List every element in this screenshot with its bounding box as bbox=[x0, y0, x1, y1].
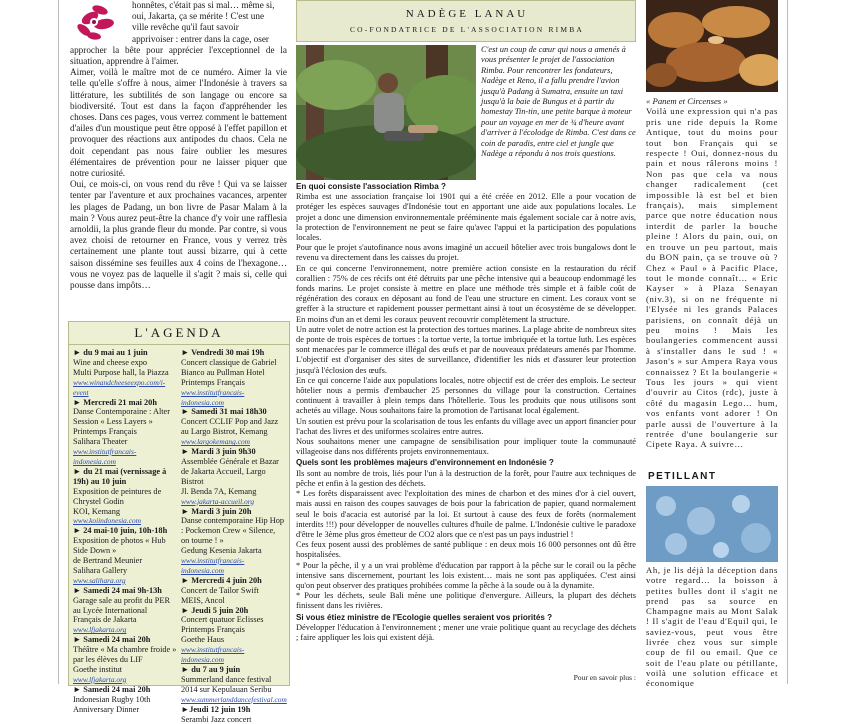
agenda-event-detail: Danse contemporaine Hip Hop : Pockemon Crew « Silence, on tourne ! » bbox=[181, 516, 284, 546]
interview-body bbox=[296, 181, 636, 643]
agenda-event-link[interactable]: www.salihara.org bbox=[73, 575, 126, 585]
editorial-line: oui, Jakarta, ça se mérite ! C'est une bbox=[132, 11, 265, 22]
agenda-event bbox=[181, 705, 285, 724]
agenda-event-detail: Wine and cheese expo bbox=[73, 357, 148, 367]
agenda-event bbox=[73, 635, 177, 685]
article-text: Ah, je lis déjà la déception dans votre regard… la boisson à petites bulles dont il s'agit ne prend pas sa source en Champagne mais au Mont Salak ! Il s'agit de l'eau d'Equil qui, le saviez-vous, peut vous être livrée chez vous sur simple coup de fil ou email. Que ce soit de l'eau plate ou pétillante, voilà une solution efficace et économique bbox=[646, 565, 778, 689]
agenda-event-link[interactable]: www.koiindonesia.com bbox=[73, 516, 142, 526]
answer-paragraph: * Les forêts disparaissent avec l'exploitation des mines de charbon et des mines d'or à ciel ouvert, mais aussi en raison des coupes sauvages de bois pour la fabrication de papier, quand normalement seul le bois d'acacia est autorisé par la loi. Et surtout à cause des feux de forêts (normalement interdits !!!) pour développer de nouvelles cultures d'huile de palme. L'Indonésie cultive le paradoxe d'être le 3ème plus gros émetteur de CO2 alors que ce n'est pas un pays industriel ! bbox=[296, 489, 636, 539]
agenda-event-date: ► Mercredi 4 juin 20h bbox=[181, 575, 262, 585]
agenda-event-date: ► Vendredi 30 mai 19h bbox=[181, 348, 265, 357]
agenda-event-detail: Salihara Gallery bbox=[73, 565, 128, 575]
agenda-event-detail: Danse Contemporaine : Alter Session « Less Layers » bbox=[73, 407, 171, 427]
editorial-paragraph: approcher la bête pour apprécier l'exceptionnel de la situation, apprendre à l'aimer. bbox=[70, 44, 287, 67]
agenda-event bbox=[73, 348, 177, 398]
agenda-event-detail: Concert classique de Gabriel Bianco au Pullman Hotel bbox=[181, 357, 277, 377]
agenda-event-detail: Concert CCLIF Pop and Jazz au Largo Bistrot, Kemang bbox=[181, 417, 279, 437]
agenda-event bbox=[73, 586, 177, 636]
agenda-event-link[interactable]: www.jakarta-accueil.org bbox=[181, 496, 255, 506]
agenda-event bbox=[73, 526, 177, 585]
agenda-event-detail: de Bertrand Meunier bbox=[73, 556, 143, 566]
agenda-event-date: ► Mercredi 21 mai 20h bbox=[73, 397, 157, 407]
agenda-title: L'AGENDA bbox=[69, 322, 289, 345]
agenda-event bbox=[181, 576, 285, 606]
interview-header bbox=[296, 0, 636, 42]
article-quote: « Panem et Circenses » bbox=[646, 96, 728, 106]
editorial-column bbox=[70, 0, 287, 291]
agenda-event-date: ► Mardi 3 juin 9h30 bbox=[181, 447, 256, 457]
agenda-event-link[interactable]: www.institutfrancais-indonesia.com bbox=[181, 645, 245, 665]
agenda-event-link[interactable]: www.lfjakarta.org bbox=[73, 674, 127, 684]
agenda-event-detail: Concert de Tailor Swift bbox=[181, 585, 259, 595]
article-text: Voilà une expression qui n'a pas pris une ride depuis la Rome Antique, tout du moins pour tout bon Français qui se respecte ! Oui, donnez-nous du pain et nous râlerons moins ! Non pas que cela va nous changer radicalement (cet impossible là est bel et bien français), mais simplement parce que notre éducation nous interdit de parler la bouche pleine ! Alors du pain, oui, on en trouve un peu partout, mais du BON pain, ça se trouve où ? Chez « Paul » à Pacific Place, tout le monde connaît… « Eric Kayser » à Plaza Senayan (niv.3), si on ne fréquente ni l'Elysée ni les grands Palaces parisiens, on connaît déjà un peu moins ! Mais les boulangeries commencent aussi à s'installer dans le sud ! « Jason's » sur Ampera Raya vous connaissez ? Et la boulangerie « Tous les jours » qui vient d'ouvrir au Citos (rdc), juste à côté du magasin Lego… hum, vos enfants vont adorer ! On parle aussi de l'ouverture à la rentrée d'une boulangerie sur Cipete Raya. A suivre… bbox=[646, 106, 778, 450]
editorial-paragraph: Oui, ce mois-ci, on vous rend du rêve ! Qui va se laisser tenter par l'aventure et aux prochaines vacances, arpenter les plages de Padang, un bon livre de Pasar Malam à la main ? Vous aurez peut-être la chance d'y voir une rafflesia arnoldii, la plus grande fleur du monde. Par contre, si vous avez choisi de retourner en France, vous y verrez très certainement une plante tout aussi bizarre, qui à cette saison dissémine ses feuilles aux 4 coins de l'hexagone… vous ne voyez pas de laquelle il s'agit ? mais si, celle qui pousse dans impôts… bbox=[70, 179, 287, 291]
answer-paragraph: * Pour les déchets, seule Bali mène une politique d'envergure. Ailleurs, la plupart des déchets finissent dans les rivières. bbox=[296, 591, 636, 611]
water-article bbox=[646, 565, 778, 689]
agenda-event-date: ► Jeudi 5 juin 20h bbox=[181, 605, 249, 615]
agenda-event-date: ► du 9 mai au 1 juin bbox=[73, 348, 148, 357]
agenda-event bbox=[181, 606, 285, 665]
agenda-event-detail: MEIS, Ancol bbox=[181, 595, 225, 605]
agenda-event-detail: Concert quatuor Eclisses bbox=[181, 615, 264, 625]
agenda-event bbox=[73, 685, 177, 715]
answer-paragraph: Un autre volet de notre action est la protection des tortues marines. La plage abrite de nombreux sites de ponte de trois espèces de tortues : la tortue verte, la tortue imbriquée et la tortue luth. Les espèces sont menacées par le commerce illégal des œufs et par de nouveaux prédateurs amenés par l'homme. L'objectif est d'organiser des sites de surveillance, d'identifier les nids et d'assurer leur protection jusqu'à l'éclosion des œufs. bbox=[296, 324, 636, 375]
agenda-event-date: ► du 21 mai (vernissage à 19h) au 10 juin bbox=[73, 466, 167, 486]
question-heading: En quoi consiste l'association Rimba ? bbox=[296, 182, 446, 191]
agenda-event-link[interactable]: www.institutfrancais-indonesia.com bbox=[181, 387, 245, 407]
agenda-event-detail: Jl. Benda 7A, Kemang bbox=[181, 486, 257, 496]
agenda-event-detail: Garage sale au profit du PER au Lycée International Français de Jakarta bbox=[73, 595, 170, 625]
agenda-event-detail: Goethe institut bbox=[73, 665, 123, 674]
agenda-event-detail: Gedung Kesenia Jakarta bbox=[181, 546, 262, 556]
agenda-column-right bbox=[181, 348, 285, 724]
section-title: PETILLANT bbox=[648, 471, 717, 482]
agenda-event-date: ► 24 mai-10 juin, 10h-18h bbox=[73, 526, 168, 536]
agenda-event bbox=[181, 348, 285, 407]
answer-paragraph: Rimba est une association française loi 1901 qui a été créée en 2012. Elle a pour vocation de protéger les espèces sauvages d'Indonésie tout en apportant une aide aux populations locales. Le projet a donc une dimension environnementale prééminente mais également sociale car à notre avis, la protection de l'environnement ne peut se faire qu'avec l'appui et la participation des populations locales. bbox=[296, 192, 636, 243]
interview-intro: C'est un coup de cœur qui nous a amenés à vous présenter le projet de l'association Rimba. Pour rencontrer les fondateurs, Nadège et Reno, il a fallu prendre l'avion jusqu'à Padang à Sumatra, ensuite un taxi jusqu'à la baie de Bungus et à partir du homestay Tin-tin, une petite barque à moteur pour un voyage en mer de ¾ d'heure avant d'arriver à l'écolodge de Rimba. C'est dans ce coin de paradis, entre ciel et jungle que Nadège a répondu à nos trois questions. bbox=[481, 45, 636, 159]
agenda-event-link[interactable]: www.largokemang.com bbox=[181, 437, 250, 447]
interview-photo bbox=[296, 45, 476, 180]
answer-paragraph: Ces feux posent aussi des problèmes de santé publique : en deux mois 16 000 personnes ont dû être hospitalisées. bbox=[296, 540, 636, 560]
question-heading: Si vous étiez ministre de l'Ecologie quelles seraient vos priorités ? bbox=[296, 612, 553, 622]
agenda-event-detail: Summerland dance festival 2014 sur Kepulauan Seribu bbox=[181, 674, 272, 694]
agenda-event-date: ► Mardi 3 juin 20h bbox=[181, 506, 252, 516]
editorial-paragraph: Aimer, voilà le maître mot de ce numéro. Aimer la vie telle qu'elle s'offre à nous, aimer l'Indonésie à travers sa littérature, les subtilités de son langage ou encore sa biodiversité. Tout est dans la façon d'appréhender les choses. Dans ces pages, vous verrez comment le battement d'ailes d'un moustique peut être opposé à l'effet papillon et provoquer des réactions aux antipodes du chaos. Cela ne doit cependant pas nous faire oublier les mesures élémentaires de prévention pour ne laisser piquer que notre curiosité. bbox=[70, 67, 287, 179]
answer-paragraph: Pour que le projet s'autofinance nous avons imaginé un accueil hôtelier avec trois bungalows dont le revenu va directement dans les caisses du projet. bbox=[296, 243, 636, 263]
agenda-event-detail: par les élèves du LIF bbox=[73, 655, 143, 665]
agenda-event-date: ► Samedi 31 mai 18h30 bbox=[181, 407, 267, 417]
agenda-event-date: ► du 7 au 9 juin bbox=[181, 665, 241, 674]
agenda-event-detail: Printemps Français bbox=[181, 377, 245, 387]
editorial-line: ville revêche qu'il faut savoir bbox=[132, 22, 239, 33]
interviewee-name: NADÈGE LANAU bbox=[405, 8, 529, 20]
page-edge-left bbox=[58, 0, 59, 684]
agenda-event-detail: Serambi Jazz concert bbox=[181, 714, 252, 724]
answer-paragraph: Développer l'éducation à l'environnement ; mener une vraie politique quant au recyclage des déchets ; faire appliquer les lois qui existent déjà. bbox=[296, 622, 636, 642]
agenda-event bbox=[181, 507, 285, 576]
agenda-event-detail: Indonesian Rugby 10th Anniversary Dinner bbox=[73, 694, 151, 714]
interviewee-role: CO-FONDATRICE DE L'ASSOCIATION RIMBA bbox=[349, 25, 585, 34]
agenda-event-detail: Exposition de photos « Hub Side Down » bbox=[73, 536, 166, 556]
agenda-event-date: ►Jeudi 12 juin 19h bbox=[181, 704, 251, 714]
agenda-event-link[interactable]: www.winandcheeseexpo.com/i-event bbox=[73, 377, 166, 397]
page-edge-right bbox=[787, 0, 788, 684]
bread-article bbox=[646, 96, 778, 450]
water-drops-photo bbox=[646, 486, 778, 562]
agenda-event bbox=[73, 398, 177, 467]
agenda-event-detail: Multi Purpose hall, la Piazza bbox=[73, 367, 169, 377]
agenda-event-detail: Théâtre « Ma chambre froide » bbox=[73, 645, 177, 655]
agenda-column-left bbox=[73, 348, 177, 715]
agenda-event-detail: Goethe Haus bbox=[181, 635, 225, 645]
agenda-event-date: ► Samedi 24 mai 20h bbox=[73, 684, 151, 694]
agenda-event bbox=[181, 407, 285, 447]
agenda-event-detail: Printemps Français bbox=[181, 625, 245, 635]
agenda-event-link[interactable]: www.institutfrancais-indonesia.com bbox=[181, 556, 245, 575]
agenda-event-date: ► Samedi 24 mai 20h bbox=[73, 635, 151, 645]
agenda-event bbox=[181, 447, 285, 506]
bread-photo bbox=[646, 0, 778, 92]
editorial-line: honnêtes, c'était pas si mal… même si, bbox=[132, 0, 275, 10]
agenda-event-detail: Salihara Theater bbox=[73, 437, 128, 447]
agenda-event-date: ► Samedi 24 mai 9h-13h bbox=[73, 585, 162, 595]
answer-paragraph: Ils sont au nombre de trois, liés pour l'un à la destruction de la forêt, pour l'autre aux techniques de pêche et enfin à la gestion des déchets. bbox=[296, 468, 636, 488]
agenda-event-link[interactable]: www.lfjakarta.org bbox=[73, 625, 127, 635]
answer-paragraph: En ce qui concerne l'environnement, notre première action consiste en la restauration du récif corallien : 75% de ces récifs ont été détruits par une pêche intensive qui a beaucoup endommagé les fonds marins. Le projet consiste à mettre en place une méthode très simple et à faible coût de régénération des coraux en déposant au fond de l'eau une structure en ciment. Les coraux vont se greffer à la structure et rapidement pousser permettant ainsi à tout un écosystème de se développer. En moins d'un an et demi les coraux peuvent recouvrir complètement la structure. bbox=[296, 263, 636, 324]
agenda-event-detail: Printemps Français bbox=[73, 427, 137, 437]
answer-paragraph: Un soutien est prévu pour la scolarisation de tous les enfants du village avec un apport financier pour l'achat des livres et des uniformes scolaires entre autres. bbox=[296, 416, 636, 436]
question-heading: Quels sont les problèmes majeurs d'environnement en Indonésie ? bbox=[296, 458, 554, 468]
agenda-event-detail: KOI, Kemang bbox=[73, 506, 121, 516]
agenda-event-link[interactable]: www.institutfrancais-indonesia.com bbox=[73, 447, 137, 466]
answer-paragraph: * Pour la pêche, il y a un vrai problème d'éducation par rapport à la pêche sur le corail ou la pêche intensive sans discernement, pourtant les lois existent… mais ne sont pas appliquées. C'est ainsi qu'on peut observer des pratiques prohibées comme la pêche à la soude ou à la dynamite. bbox=[296, 560, 636, 590]
agenda-event-detail: Assemblée Générale et Bazar de Jakarta Accueil, Largo Bistrot bbox=[181, 456, 279, 486]
editorial-line: apprivoiser : entrer dans la cage, oser bbox=[132, 33, 269, 44]
agenda-event-detail: Exposition de peintures de Chrystel Godin bbox=[73, 486, 162, 506]
more-info-label: Pour en savoir plus : bbox=[573, 673, 636, 682]
agenda-event bbox=[73, 467, 177, 526]
agenda-box bbox=[68, 321, 290, 724]
answer-paragraph: Nous souhaitons mener une campagne de sensibilisation pour impliquer toute la communauté villageoise dans nos différents projets environnementaux. bbox=[296, 437, 636, 457]
agenda-event bbox=[181, 665, 285, 705]
answer-paragraph: En ce qui concerne l'aide aux populations locales, notre objectif est de créer des emplois. Le secteur hôtelier nous a permis d'embaucher 25 personnes du village pour la construction. Certaines continuent à travailler à plein temps dans l'hôtellerie. Tous les produits que nous utilisons sont achetés au village. Nous souhaitons faire la promotion de l'artisanat local également. bbox=[296, 375, 636, 416]
agenda-event-link[interactable]: www.summerlanddancefestival.com bbox=[181, 694, 287, 704]
